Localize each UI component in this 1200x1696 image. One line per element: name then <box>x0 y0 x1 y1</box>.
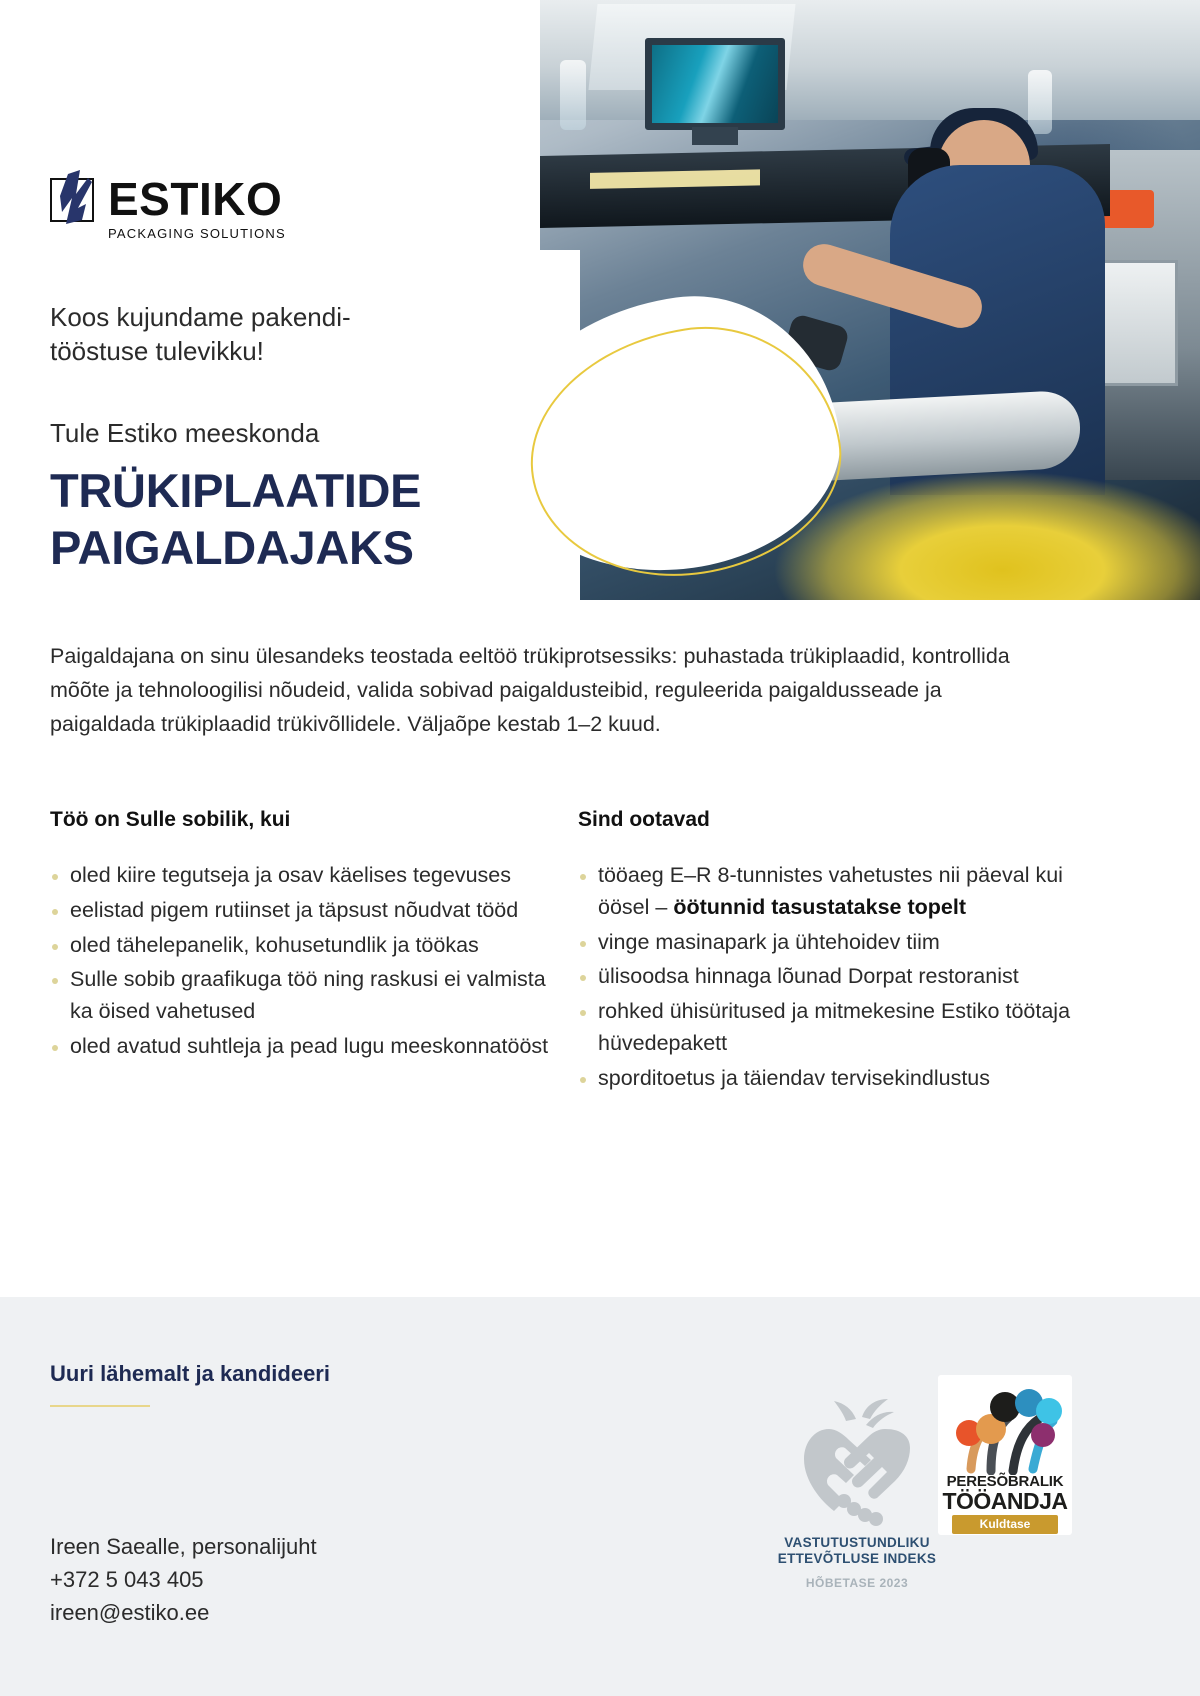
contact-name: Ireen Saealle, personalijuht <box>50 1534 317 1559</box>
family-people-icon <box>947 1383 1063 1475</box>
page-title: TRÜKIPLAATIDE PAIGALDAJAKS <box>50 464 422 575</box>
details-columns <box>50 808 1080 1098</box>
logo-mark-icon <box>50 168 102 224</box>
footer-divider <box>50 1405 150 1407</box>
offers-list <box>578 860 1078 1095</box>
logo-name: ESTIKO <box>108 173 283 225</box>
bottle-icon <box>560 60 586 130</box>
list-item: eelistad pigem rutiinset ja täpsust nõudvat tööd <box>50 895 550 927</box>
badge-gold-line2: TÖÖANDJA <box>942 1488 1068 1514</box>
footer-heading: Uuri lähemalt ja kandideeri <box>50 1361 330 1386</box>
bottle-icon <box>1028 70 1052 134</box>
handshake-apple-icon <box>782 1385 932 1535</box>
list-item: ülisoodsa hinnaga lõunad Dorpat restoranist <box>578 961 1078 993</box>
list-item: vinge masinapark ja ühtehoidev tiim <box>578 927 1078 959</box>
requirements-column <box>50 808 550 1098</box>
offers-column <box>578 808 1078 1098</box>
brush-stroke-icon <box>58 168 102 226</box>
list-item-emphasis: öötunnid tasustatakse topelt <box>673 894 966 919</box>
badge-gold-line1: PERESÕBRALIK <box>946 1473 1064 1490</box>
ceiling-panels <box>540 0 1200 120</box>
responsible-business-badge <box>777 1385 937 1635</box>
badge-silver-label: VASTUTUSTUNDLIKU ETTEVÕTLUSE INDEKS <box>777 1535 937 1566</box>
badge-silver-level: HÕBETASE 2023 <box>805 1576 909 1590</box>
estiko-logo <box>50 168 286 241</box>
list-item: Sulle sobib graafikuga töö ning raskusi ei valmista ka öised vahetused <box>50 964 550 1028</box>
list-item: oled avatud suhtleja ja pead lugu meeskonnatööst <box>50 1031 550 1063</box>
contact-email[interactable]: ireen@estiko.ee <box>50 1600 210 1625</box>
list-item: rohked ühisüritused ja mitmekesine Estiko töötaja hüvedepakett <box>578 996 1078 1060</box>
list-item: sporditoetus ja täiendav tervisekindlustus <box>578 1063 1078 1095</box>
job-description: Paigaldajana on sinu ülesandeks teostada eeltöö trükiprotsessiks: puhastada trükiplaadid, kontrollida mõõte ja tehnoloogilisi nõudeid, valida sobivad paigaldusteibid, reguleerida paigaldusseade ja paigaldada trükiplaadid trükivõllidele. Väljaõpe kestab 1–2 kuud. <box>50 644 1010 736</box>
offers-heading: Sind ootavad <box>578 808 710 831</box>
badge-gold-level: Kuldtase <box>952 1515 1058 1534</box>
list-item: oled kiire tegutseja ja osav käelises tegevuses <box>50 860 550 892</box>
logo-wordmark <box>108 168 286 241</box>
requirements-list <box>50 860 550 1063</box>
contact-phone[interactable]: +372 5 043 405 <box>50 1567 204 1592</box>
list-item: oled tähelepanelik, kohusetundlik ja töökas <box>50 930 550 962</box>
family-friendly-employer-badge <box>938 1375 1072 1535</box>
requirements-heading: Töö on Sulle sobilik, kui <box>50 808 291 831</box>
logo-tagline: PACKAGING SOLUTIONS <box>108 226 286 241</box>
job-kicker: Tule Estiko meeskonda <box>50 418 320 448</box>
contact-block <box>50 1530 317 1629</box>
list-item: tööaeg E–R 8-tunnistes vahetustes nii päeval kui öösel – öötunnid tasustatakse topelt <box>578 860 1078 924</box>
machine-label <box>590 169 760 189</box>
company-tagline: Koos kujundame pakendi- tööstuse tulevikku! <box>50 302 351 367</box>
monitor-icon <box>645 38 785 130</box>
